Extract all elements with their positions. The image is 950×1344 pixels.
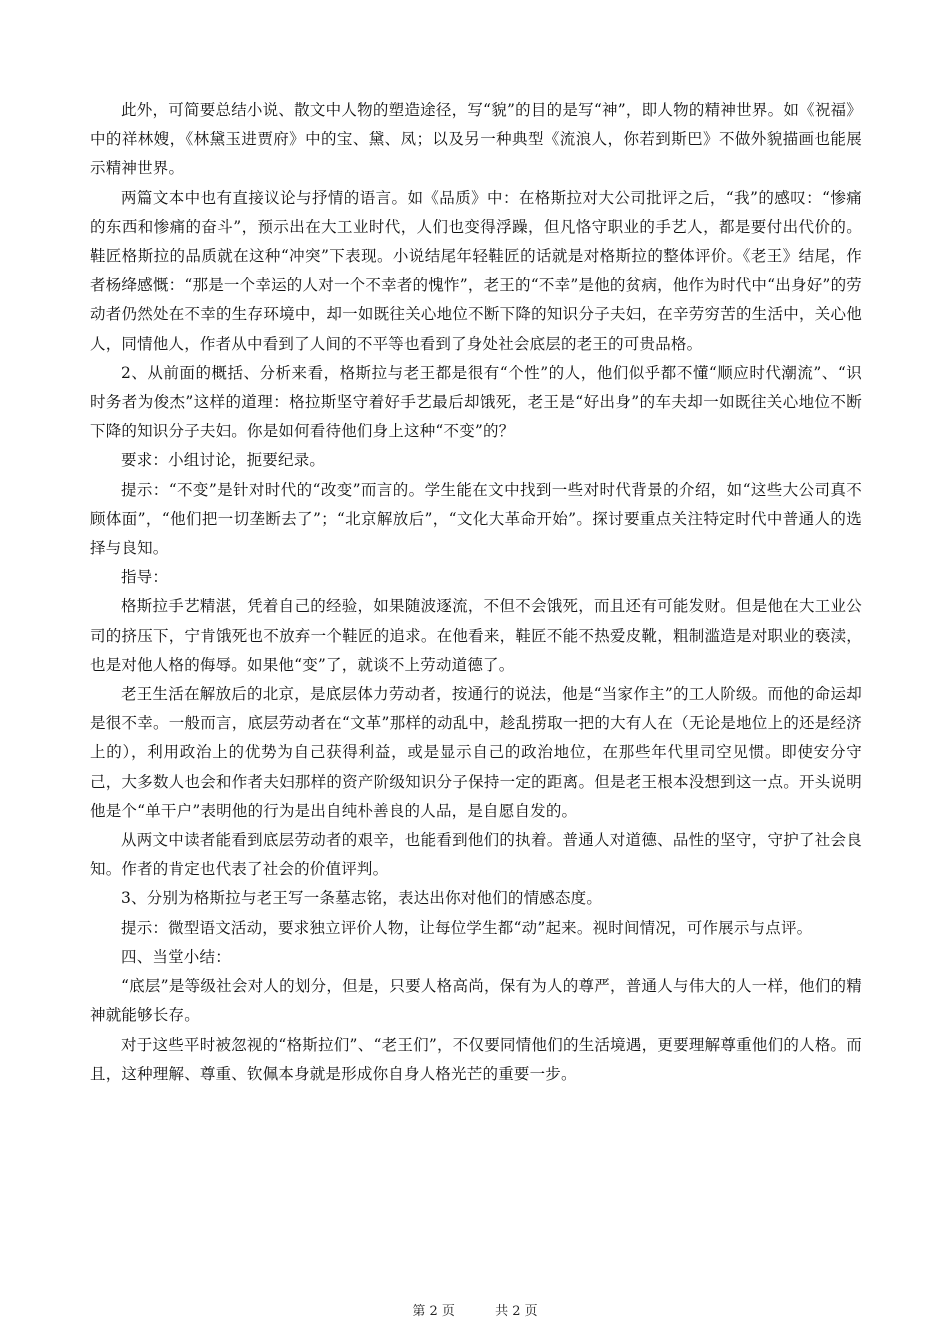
paragraph: 提示：微型语文活动，要求独立评价人物，让每位学生都“动”起来。视时间情况，可作展示与点评。 (121, 918, 813, 937)
paragraph: 要求：小组讨论，扼要纪录。 (121, 451, 326, 470)
paragraph: 从两文中读者能看到底层劳动者的艰辛，也能看到他们的执着。普通人对道德、品性的坚守，守护了社会良知。作者的肯定也代表了社会的价值评判。 (90, 831, 862, 879)
paragraph: 两篇文本中也有直接议论与抒情的语言。如《品质》中：在格斯拉对大公司批评之后，“我”的感叹：“惨痛的东西和惨痛的奋斗”，预示出在大工业时代，人们也变得浮躁，但凡恪守职业的手艺人，都是要付出代价的。鞋匠格斯拉的品质就在这种“冲突”下表现。小说结尾年轻鞋匠的话就是对格斯拉的整体评价。《老王》结尾，作者杨绛感慨：“那是一个幸运的人对一个不幸者的愧怍”，老王的“不幸”是他的贫病，他作为时代中“出身好”的劳动者仍然处在不幸的生存环境中，却一如既往关心地位不断下降的知识分子夫妇，在辛劳穷苦的生活中，关心他人，同情他人，作者从中看到了人间的不平等也看到了身处社会底层的老王的可贵品格。 (90, 188, 862, 353)
paragraph: 指导： (121, 568, 169, 587)
page-number-current: 第 2 页 (412, 1304, 455, 1319)
paragraph: 老王生活在解放后的北京，是底层体力劳动者，按通行的说法，他是“当家作主”的工人阶级。而他的命运却是很不幸。一般而言，底层劳动者在“文革”那样的动乱中，趁乱捞取一把的大有人在（无论是地位上的还是经济上的），利用政治上的优势为自己获得利益，或是显示自己的政治地位，在那些年代里司空见惯。即使安分守己，大多数人也会和作者夫妇那样的资产阶级知识分子保持一定的距离。但是老王根本没想到这一点。开头说明他是个“单干户”表明他的行为是出自纯朴善良的人品，是自愿自发的。 (90, 685, 862, 820)
document-body (90, 96, 862, 1089)
section-heading: 四、当堂小结： (121, 947, 231, 966)
paragraph: 此外，可简要总结小说、散文中人物的塑造途径，写“貌”的目的是写“神”，即人物的精神世界。如《祝福》中的祥林嫂，《林黛玉进贾府》中的宝、黛、凤；以及另一种典型《流浪人，你若到斯巴》不做外貌描画也能展示精神世界。 (90, 101, 862, 178)
paragraph: “底层”是等级社会对人的划分，但是，只要人格高尚，保有为人的尊严，普通人与伟大的人一样，他们的精神就能够长存。 (90, 977, 862, 1025)
paragraph: 3、分别为格斯拉与老王写一条墓志铭，表达出你对他们的情感态度。 (121, 889, 603, 908)
paragraph: 格斯拉手艺精湛，凭着自己的经验，如果随波逐流，不但不会饿死，而且还有可能发财。但是他在大工业公司的挤压下，宁肯饿死也不放弃一个鞋匠的追求。在他看来，鞋匠不能不热爱皮靴，粗制滥造是对职业的亵渎，也是对他人格的侮辱。如果他“变”了，就谈不上劳动道德了。 (90, 597, 862, 674)
paragraph: 2、从前面的概括、分析来看，格斯拉与老王都是很有“个性”的人，他们似乎都不懂“顺应时代潮流”、“识时务者为俊杰”这样的道理：格拉斯坚守着好手艺最后却饿死，老王是“好出身”的车夫却一如既往关心地位不断下降的知识分子夫妇。你是如何看待他们身上这种“不变”的？ (90, 363, 862, 441)
paragraph: 提示：“不变”是针对时代的“改变”而言的。学生能在文中找到一些对时代背景的介绍，如“这些大公司真不顾体面”，“他们把一切垄断去了”；“北京解放后”，“文化大革命开始”。探讨要重点关注特定时代中普通人的选择与良知。 (90, 480, 862, 558)
page-footer (0, 1300, 950, 1319)
paragraph: 对于这些平时被忽视的“格斯拉们”、“老王们”，不仅要同情他们的生活境遇，更要理解尊重他们的人格。而且，这种理解、尊重、钦佩本身就是形成你自身人格光芒的重要一步。 (90, 1035, 862, 1083)
page-number-total: 共 2 页 (495, 1304, 538, 1319)
